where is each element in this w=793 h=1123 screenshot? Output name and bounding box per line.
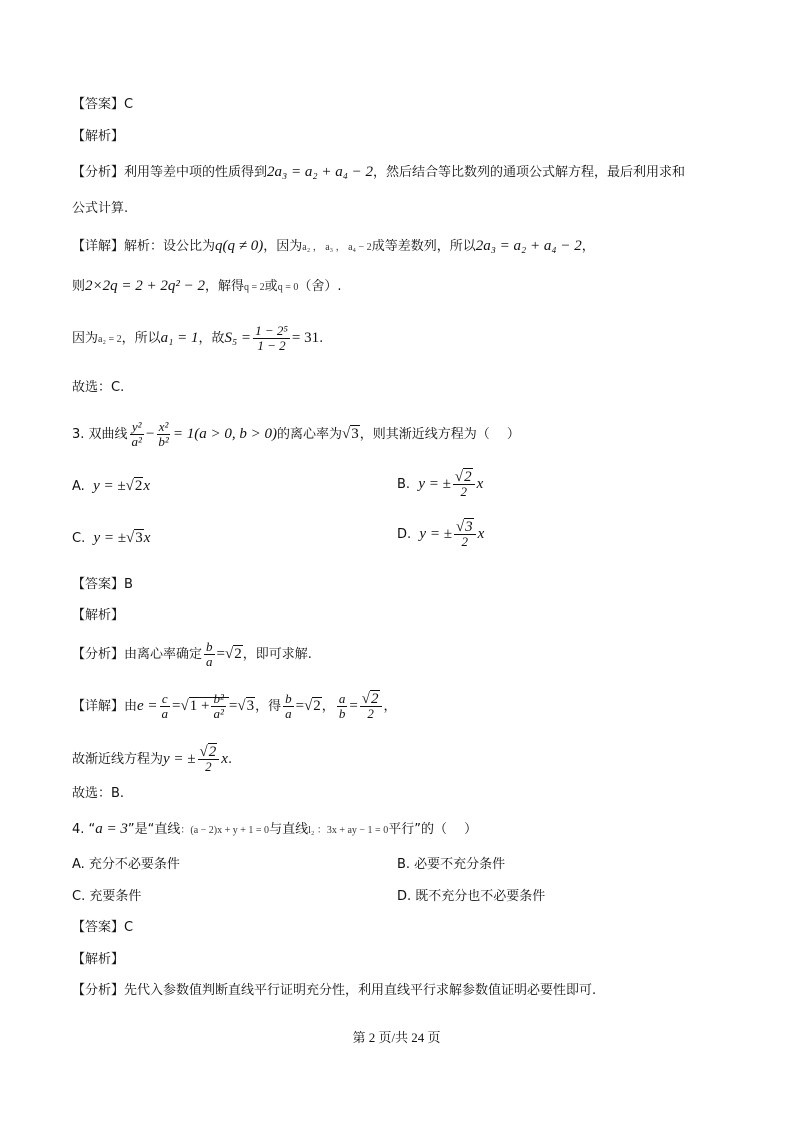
q4-option-a[interactable]: A. 充分不必要条件: [72, 857, 180, 872]
q3-choose: 故选：B.: [72, 786, 125, 801]
q2-sequence-terms: a₂ ， a₃ ， a₄ − 2: [302, 242, 372, 253]
q2-analysis-label: 【解析】: [72, 129, 125, 144]
q2-fenxi-line2: 公式计算.: [72, 201, 129, 216]
q4-analysis-label: 【解析】: [72, 952, 125, 967]
q2-solve-line: 则2×2q = 2 + 2q² − 2，解得q = 2或q = 0（舍）.: [72, 278, 342, 294]
q3-stem: 3. 双曲线 $\frac{\text{y²}}{\text{a²}}$ − $\frac{\text{x²}}{\text{b²}}$ = 1(a > 0, b > 0)的离心率为√3，则其渐近线方程为（ ）: [72, 419, 520, 449]
q4-fenxi: 【分析】先代入参数值判断直线平行证明充分性，利用直线平行求解参数值证明必要性即可.: [72, 983, 597, 998]
page-footer: 第 2 页/共 24 页: [352, 1030, 441, 1045]
q3-fenxi: 【分析】由离心率确定 $\frac{b}{a}$ =√2，即可求解.: [72, 639, 312, 669]
q2-s5-fraction: $\frac{\text{1 − 2⁵}}{1 - 2}$: [255, 323, 288, 353]
q3-answer: 【答案】B: [72, 577, 133, 592]
q3-option-a[interactable]: A. y = ±√2x: [72, 478, 150, 494]
q3-option-c[interactable]: C. y = ±√3x: [72, 530, 151, 546]
q4-option-c[interactable]: C. 充要条件: [72, 889, 142, 904]
q2-answer: 【答案】C: [72, 97, 134, 112]
q2-choose: 故选：C.: [72, 380, 125, 395]
q3-analysis-label: 【解析】: [72, 608, 125, 623]
q3-asymptote: 故渐近线方程为y = ± $\frac{√2}{2}$ x.: [72, 744, 233, 774]
q4-option-b[interactable]: B. 必要不充分条件: [397, 857, 506, 872]
q2-xiangjie: 【详解】解析：设公比为q(q ≠ 0)，因为a₂ ， a₃ ， a₄ − 2成等差数列，所以2a₃ = a₂ + a₄ − 2，: [72, 238, 595, 254]
q4-answer: 【答案】C: [72, 920, 134, 935]
q4-stem: 4. “a = 3”是“直线：(a − 2)x + y + 1 = 0与直线l₂ ：3x + ay − 1 = 0平行”的（ ）: [72, 821, 478, 837]
q2-fenxi-equation: 2a₃ = a₂ + a₄ − 2: [267, 164, 374, 180]
q3-option-b[interactable]: B. y = ± $\frac{√2}{2}$ x: [397, 469, 484, 499]
q3-xiangjie: 【详解】由e = $\frac{c}{a}$ =√1 + $\frac{\text{b²}}{\text{a²}}$ =√3，得 $\frac{b}{a}$ =√2， $\frac{a}{b}$ = $\frac{√2}{2}$ ，: [72, 691, 397, 722]
q4-option-d[interactable]: D. 既不充分也不必要条件: [397, 889, 546, 904]
q2-sum-line: 因为a₂ = 2，所以a₁ = 1，故S₅ = $\frac{\text{1 − 2⁵}}{1 - 2}$ = 31.: [72, 323, 324, 353]
q2-fenxi: 【分析】利用等差中项的性质得到2a₃ = a₂ + a₄ − 2，然后结合等比数列的通项公式解方程，最后利用求和: [72, 164, 686, 180]
q3-option-d[interactable]: D. y = ± $\frac{√3}{2}$ x: [397, 519, 485, 549]
